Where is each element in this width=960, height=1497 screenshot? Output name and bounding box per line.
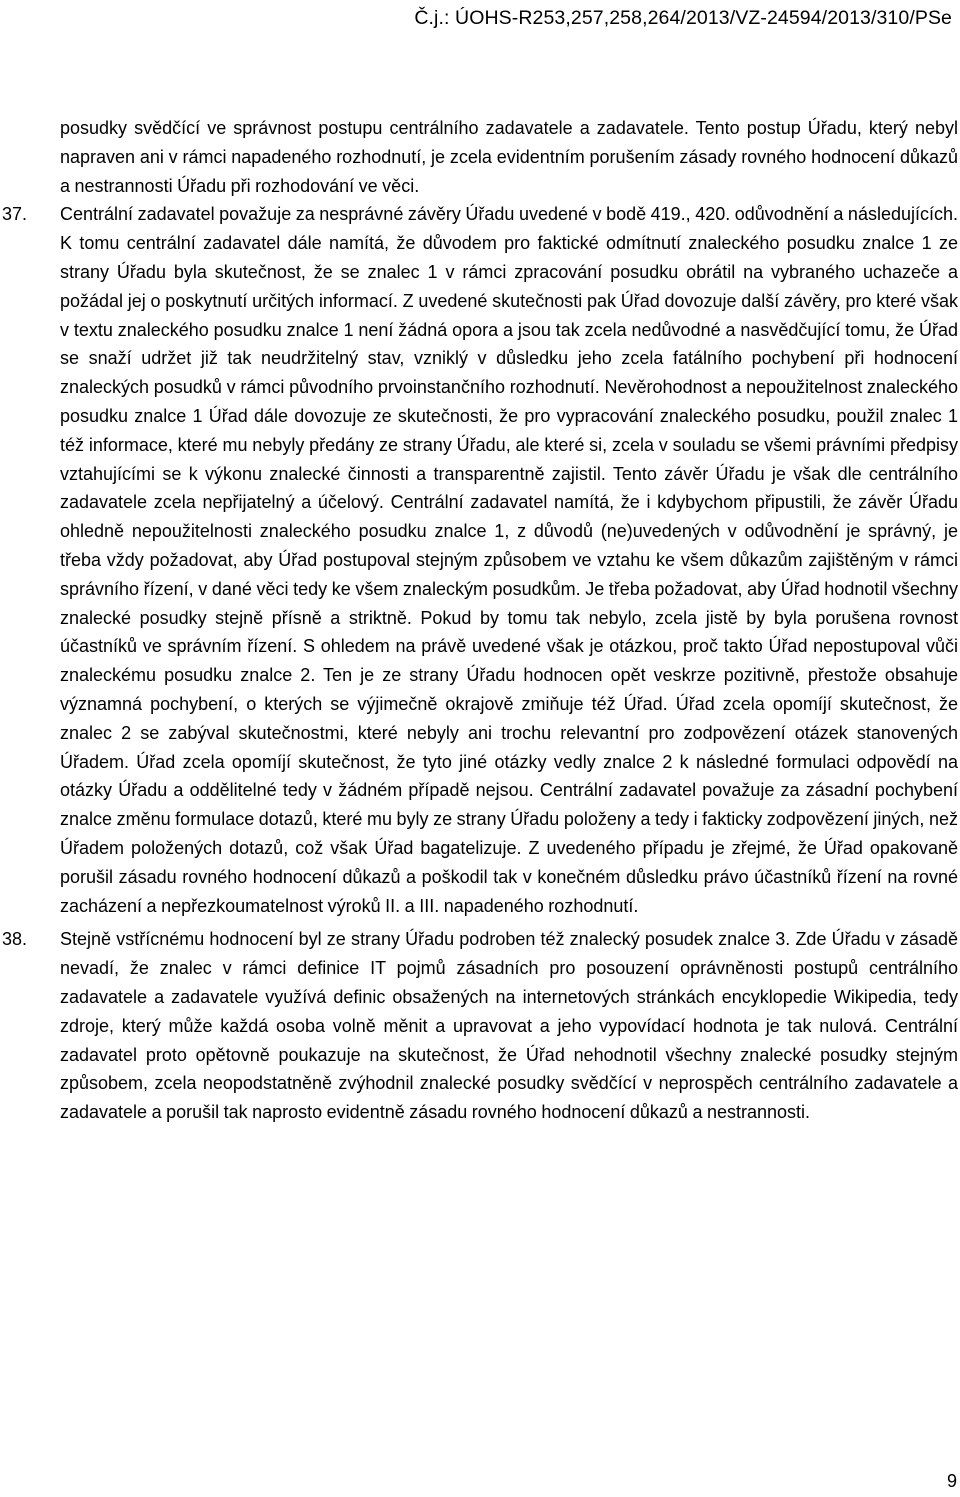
- page-number: 9: [946, 1471, 957, 1491]
- paragraph-number: 38.: [2, 929, 28, 950]
- paragraph-38: [2, 925, 958, 1127]
- paragraph-text: Centrální zadavatel považuje za nesprávné závěry Úřadu uvedené v bodě 419., 420. odůvodnění a následujících. K tomu centrální zadavatel dále namítá, že důvodem pro faktické odmítnutí znaleckého posudku znalce 1 ze strany Úřadu byla skutečnost, že se znalec 1 v rámci zpracování posudku obrátil na vybraného uchazeče a požádal jej o poskytnutí určitých informací. Z uvedené skutečnosti pak Úřad dovozuje další závěry, pro které však v textu znaleckého posudku znalce 1 není žádná opora a jsou tak zcela nedůvodné a nasvědčující tomu, že Úřad se snaží udržet již tak neudržitelný stav, vzniklý v důsledku jeho zcela fatálního pochybení při hodnocení znaleckých posudků v rámci původního prvoinstančního rozhodnutí. Nevěrohodnost a nepoužitelnost znaleckého posudku znalce 1 Úřad dále dovozuje ze skutečnosti, že pro vypracování znaleckého posudku, použil znalec 1 též informace, které mu nebyly předány ze strany Úřadu, ale které si, zcela v souladu se všemi právními předpisy vztahujícími se k výkonu znalecké činnosti a transparentně zajistil. Tento závěr Úřadu je však dle centrálního zadavatele zcela nepřijatelný a účelový. Centrální zadavatel namítá, že i kdybychom připustili, že závěr Úřadu ohledně nepoužitelnosti znaleckého posudku znalce 1, z důvodů (ne)uvedených v odůvodnění je správný, je třeba vždy požadovat, aby Úřad postupoval stejným způsobem ve vztahu ke všem důkazům zajištěným v rámci správního řízení, v dané věci tedy ke všem znaleckým posudkům. Je třeba požadovat, aby Úřad hodnotil všechny znalecké posudky stejně přísně a striktně. Pokud by tomu tak nebylo, zcela jistě by byla porušena rovnost účastníků ve správním řízení. S ohledem na právě uvedené však je otázkou, proč takto Úřad nepostupoval vůči znaleckému posudku znalce 2. Ten je ze strany Úřadu hodnocen opět veskrze pozitivně, přestože obsahuje významná pochybení, o kterých se výjimečně okrajově zmiňuje též Úřad. Úřad zcela opomíjí skutečnost, že znalec 2 se zabýval skutečnostmi, které nebyly ani trochu relevantní pro zodpovězení otázek stanovených Úřadem. Úřad zcela opomíjí skutečnost, že tyto jiné otázky vedly znalce 2 k následné formulaci odpovědí na otázky Úřadu a oddělitelné tedy v žádném případě nejsou. Centrální zadavatel považuje za zásadní pochybení znalce změnu formulace dotazů, které mu byly ze strany Úřadu položeny a tedy i fakticky zodpovězení jiných, než Úřadem položených dotazů, což však Úřad bagatelizuje. Z uvedeného případu je zřejmé, že Úřad opakovaně porušil zásadu rovného hodnocení důkazů a poškodil tak v konečném důsledku právo účastníků řízení na rovné zacházení a nepřezkoumatelnost výroků II. a III. napadeného rozhodnutí.: [60, 204, 958, 916]
- paragraph-text: Stejně vstřícnému hodnocení byl ze strany Úřadu podroben též znalecký posudek znalce 3. Zde Úřadu v zásadě nevadí, že znalec v rámci definice IT pojmů zásadních pro posouzení oprávněnosti postupů centrálního zadavatele a zadavatele využívá definic obsažených na internetových stránkách encyklopedie Wikipedia, tedy zdroje, který může každá osoba volně měnit a upravovat a jeho vypovídací hodnota je tak nulová. Centrální zadavatel proto opětovně poukazuje na skutečnost, že Úřad nehodnotil všechny znalecké posudky stejným způsobem, zcela neopodstatněně zvýhodnil znalecké posudky svědčící v neprospěch centrálního zadavatele a zadavatele a porušil tak naprosto evidentně zásadu rovného hodnocení důkazů a nestrannosti.: [60, 929, 958, 1123]
- paragraph-continuation: posudky svědčící ve správnost postupu centrálního zadavatele a zadavatele. Tento postup Úřadu, který nebyl napraven ani v rámci napadeného rozhodnutí, je zcela evidentním porušením zásady rovného hodnocení důkazů a nestrannosti Úřadu při rozhodování ve věci.: [60, 118, 958, 196]
- paragraph-37: [2, 200, 958, 920]
- document-body: [2, 114, 958, 1127]
- document-reference-number: Č.j.: ÚOHS-R253,257,258,264/2013/VZ-24594/2013/310/PSe: [414, 7, 952, 29]
- paragraph-number: 37.: [2, 204, 28, 225]
